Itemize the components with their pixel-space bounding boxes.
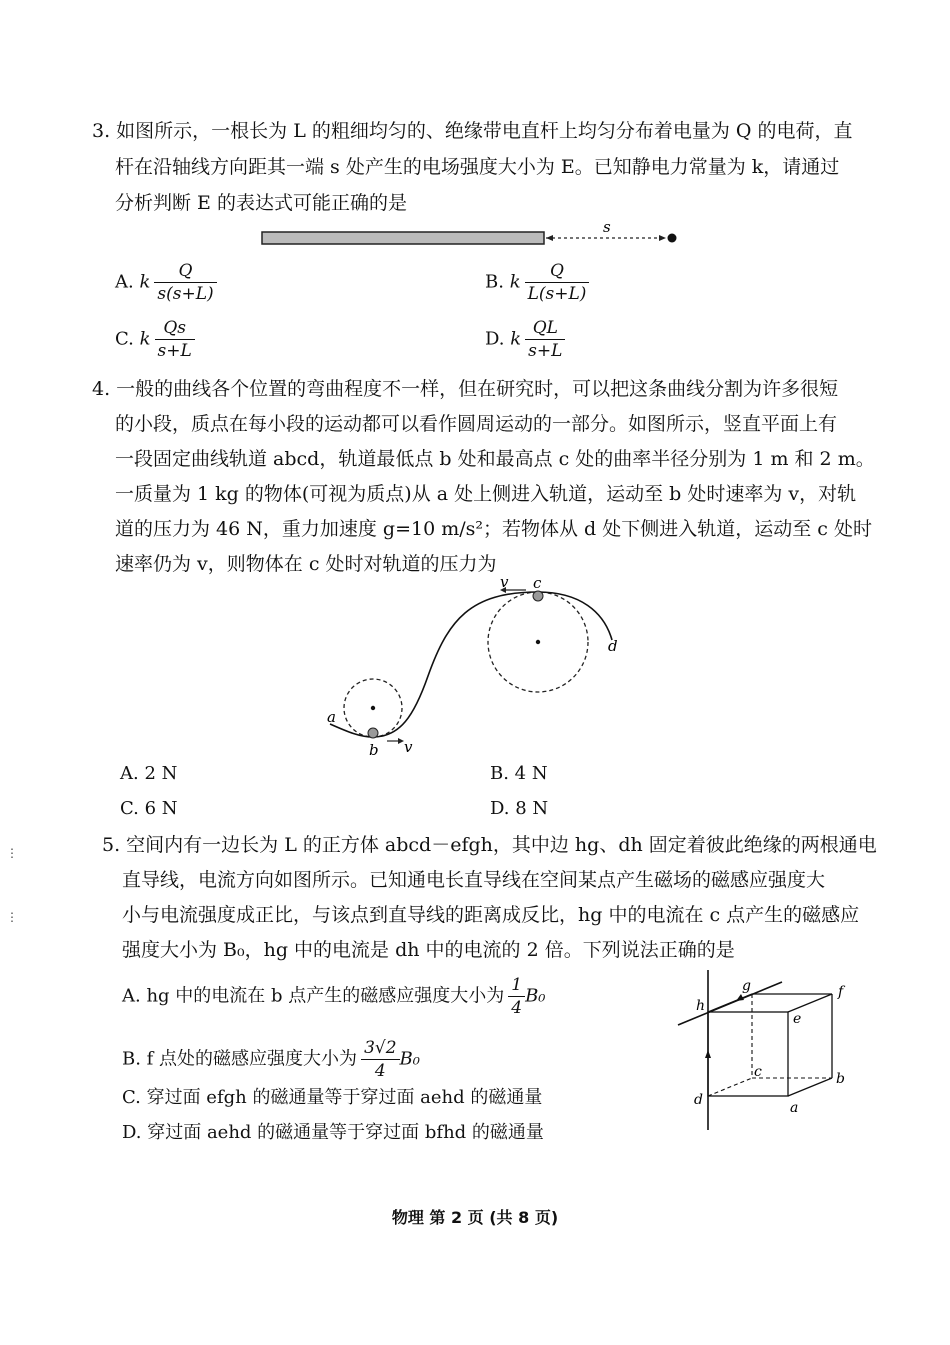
q4-option-a[interactable]: A. 2 N bbox=[120, 763, 178, 784]
q5-stem-line-4: 强度大小为 B₀，hg 中的电流是 dh 中的电流的 2 倍。下列说法正确的是 bbox=[122, 939, 735, 961]
cube-label-a: a bbox=[790, 1100, 799, 1116]
cube-label-b: b bbox=[836, 1071, 845, 1087]
q5-stem-line-2: 直导线，电流方向如图所示。已知通电长直导线在空间某点产生磁场的磁感应强度大 bbox=[122, 869, 826, 891]
cube-label-e: e bbox=[793, 1011, 802, 1027]
q3-stem-line-3: 分析判断 E 的表达式可能正确的是 bbox=[115, 192, 407, 214]
distance-label: s bbox=[603, 218, 611, 236]
q4-stem-line-1: 4. 一般的曲线各个位置的弯曲程度不一样，但在研究时，可以把这条曲线分割为许多很短 bbox=[92, 378, 839, 400]
cube-label-f: f bbox=[838, 984, 844, 1000]
q3-option-b[interactable]: B. k $\frac{Q}{L(s+L)}$ bbox=[485, 262, 589, 303]
label-d: d bbox=[608, 637, 618, 655]
q4-stem-line-6: 速率仍为 v，则物体在 c 处时对轨道的压力为 bbox=[115, 553, 497, 575]
cube-front-face bbox=[708, 1012, 788, 1096]
q4-stem-line-4: 一质量为 1 kg 的物体(可视为质点)从 a 处上侧进入轨道，运动至 b 处时速率为 v，对轨 bbox=[115, 483, 857, 505]
q4-stem-line-5: 道的压力为 46 N，重力加速度 g=10 m/s²；若物体从 d 处下侧进入轨道，运动至 c 处时 bbox=[115, 518, 872, 540]
q5-stem-line-1: 5. 空间内有一边长为 L 的正方体 abcd－efgh，其中边 hg、dh 固定着彼此绝缘的两根通电 bbox=[102, 834, 877, 856]
q5-option-d[interactable]: D. 穿过面 aehd 的磁通量等于穿过面 bfhd 的磁通量 bbox=[122, 1122, 544, 1143]
q3-option-a[interactable]: A. k $\frac{Q}{s(s+L)}$ bbox=[115, 262, 217, 303]
q4-stem-line-3: 一段固定曲线轨道 abcd，轨道最低点 b 处和最高点 c 处的曲率半径分别为 1 m 和 2 m。 bbox=[115, 448, 875, 470]
label-a: a bbox=[327, 708, 336, 726]
q5-option-c[interactable]: C. 穿过面 efgh 的磁通量等于穿过面 aehd 的磁通量 bbox=[122, 1087, 543, 1108]
q4-stem-line-2: 的小段，质点在每小段的运动都可以看作圆周运动的一部分。如图所示，竖直平面上有 bbox=[115, 413, 838, 435]
label-b: b bbox=[369, 741, 379, 759]
q3-stem-line-1: 3. 如图所示，一根长为 L 的粗细均匀的、绝缘带电直杆上均匀分布着电量为 Q 的电荷，直 bbox=[92, 120, 853, 142]
q4-option-c[interactable]: C. 6 N bbox=[120, 798, 178, 819]
q3-option-d[interactable]: D. k $\frac{QL}{s+L}$ bbox=[485, 319, 565, 360]
cube-label-c: c bbox=[754, 1064, 762, 1080]
margin-mark-2: ⋮ bbox=[6, 910, 18, 924]
label-v-bottom: v bbox=[404, 738, 413, 756]
q3-option-c[interactable]: C. k $\frac{Qs}{s+L}$ bbox=[115, 319, 195, 360]
q3-stem-line-2: 杆在沿轴线方向距其一端 s 处产生的电场强度大小为 E。已知静电力常量为 k，请通过 bbox=[115, 156, 840, 178]
q4-option-b[interactable]: B. 4 N bbox=[490, 763, 548, 784]
q5-stem-line-3: 小与电流强度成正比，与该点到直导线的距离成反比，hg 中的电流在 c 点产生的磁感应 bbox=[122, 904, 860, 926]
q5-option-b[interactable]: B. f 点处的磁感应强度大小为 $\frac{3√2}{4}$ B₀ bbox=[122, 1038, 420, 1081]
wire-hg bbox=[678, 982, 782, 1025]
cube-label-h: h bbox=[696, 998, 706, 1014]
label-c: c bbox=[533, 574, 542, 592]
label-v-top: v bbox=[500, 573, 509, 591]
page-footer: 物理 第 2 页 (共 8 页) bbox=[391, 1208, 559, 1227]
q4-option-d[interactable]: D. 8 N bbox=[490, 798, 549, 819]
margin-mark-1: ⋮ bbox=[6, 846, 18, 860]
cube-label-d: d bbox=[694, 1092, 703, 1108]
cube-label-g: g bbox=[742, 978, 751, 994]
q5-option-a[interactable]: A. hg 中的电流在 b 点产生的磁感应强度大小为 $\frac{1}{4}$ B₀ bbox=[122, 975, 546, 1018]
